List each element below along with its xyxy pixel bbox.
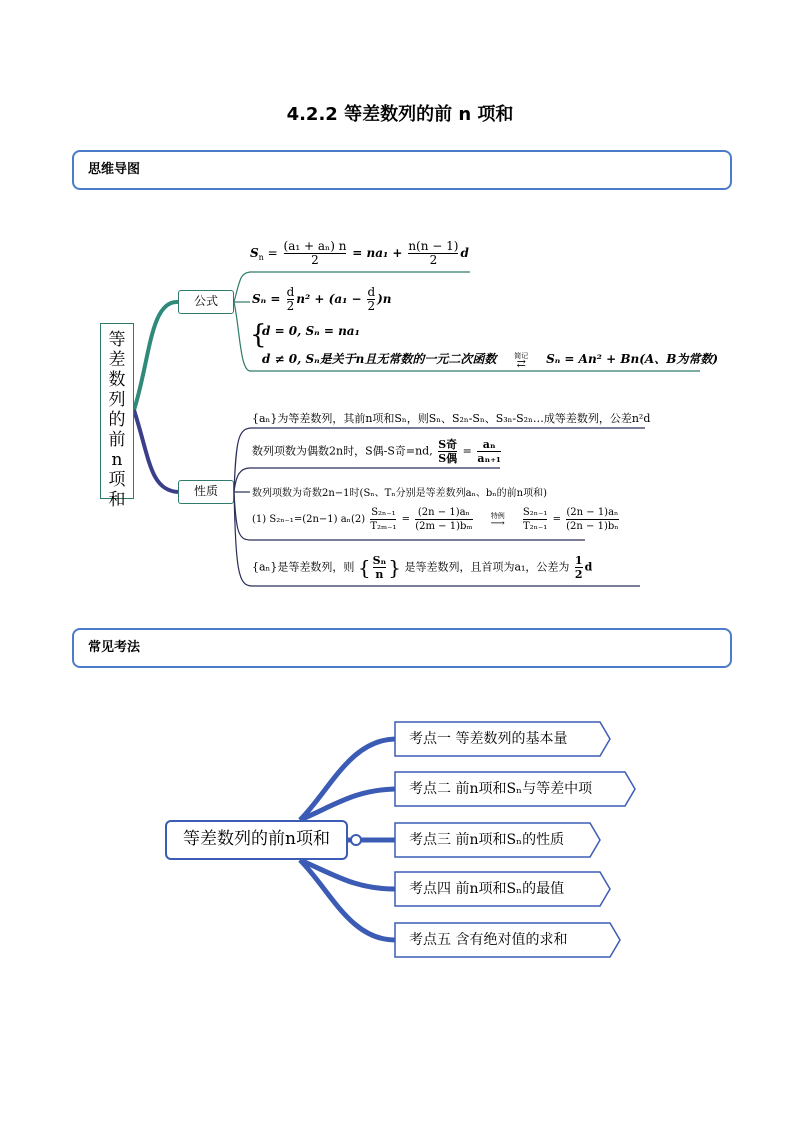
- map1-root-node: 等 差 数 列 的 前 n 项 和: [100, 323, 134, 499]
- section-common-methods: 常见考法: [72, 628, 732, 668]
- leaf-topic-4: 考点四 前n项和Sₙ的最值: [409, 881, 565, 897]
- property-3-heading: 数列项数为奇数2n−1时(Sₙ、Tₙ分别是等差数列aₙ、bₙ的前n项和): [252, 488, 547, 499]
- property-4: {aₙ}是等差数列，则 { $\frac{\text{Sₙ}}{n}$ } 是等差数列，且首项为a₁，公差为 $\frac{1}{2}$ d: [252, 554, 593, 581]
- branch-formula: 公式: [178, 290, 234, 314]
- property-3-formula: (1) S₂ₙ₋₁=(2n−1) aₙ(2) $\frac{\text{S₂ₙ₋₁}}{\text{T₂ₘ₋₁}}$ = $\frac{\text{(2n − 1)aₙ}}{\text{(2m − 1)bₘ}}$ 特例 ⟶ $\frac{\text{S₂ₙ₋₁}}{\text{T₂ₙ₋₁}}$ = $\frac{\text{(2n − 1)aₙ}}{\text{(2n − 1)bₙ}}$: [252, 507, 619, 532]
- leaf-topic-5: 考点五 含有绝对值的求和: [409, 932, 568, 948]
- leaf-topic-2: 考点二 前n项和Sₙ与等差中项: [409, 781, 593, 797]
- branch-property: 性质: [178, 480, 234, 504]
- map2-root-node: 等差数列的前n项和: [165, 820, 348, 860]
- double-arrow-icon: ⇄: [516, 356, 526, 370]
- formula-d-zero: d = 0, Sₙ = na₁: [262, 324, 360, 338]
- arrow-label-abbrev: 简记: [514, 351, 529, 360]
- leaf-topic-1: 考点一 等差数列的基本量: [409, 731, 568, 747]
- formula-sum-2: Sₙ = $\frac{d}{2}$ n² + (a₁ − $\frac{d}{2}$ )n: [252, 285, 392, 313]
- arrow-label-special: 特例: [490, 511, 505, 520]
- leaf-topic-3: 考点三 前n项和Sₙ的性质: [409, 832, 565, 848]
- section-mind-map: 思维导图: [72, 150, 732, 190]
- page-title: 4.2.2 等差数列的前 n 项和: [286, 104, 514, 125]
- formula-d-nonzero: d ≠ 0, Sₙ是关于n且无常数的一元二次函数 简记 ⇄ Sₙ = An² + Bn(A、B为常数): [262, 351, 719, 370]
- property-2: 数列项数为偶数2n时，S偶-S奇=nd, $\frac{\text{S奇}}{\text{S偶}}$ = $\frac{\text{aₙ}}{\text{aₙ₊₁}}$: [252, 438, 501, 465]
- right-arrow-icon: ⟶: [490, 517, 505, 529]
- property-1: {aₙ}为等差数列，其前n项和Sₙ，则Sₙ、S₂ₙ-Sₙ、S₃ₙ-S₂ₙ…成等差数列，公差n²d: [252, 412, 651, 425]
- formula-sum-1: $S_n$ = $\frac{\text{(a₁ + aₙ) n}}{2}$ = na₁ + $\frac{n(n - 1)}{2}$ d: [250, 239, 469, 267]
- brace-icon: {: [250, 320, 267, 350]
